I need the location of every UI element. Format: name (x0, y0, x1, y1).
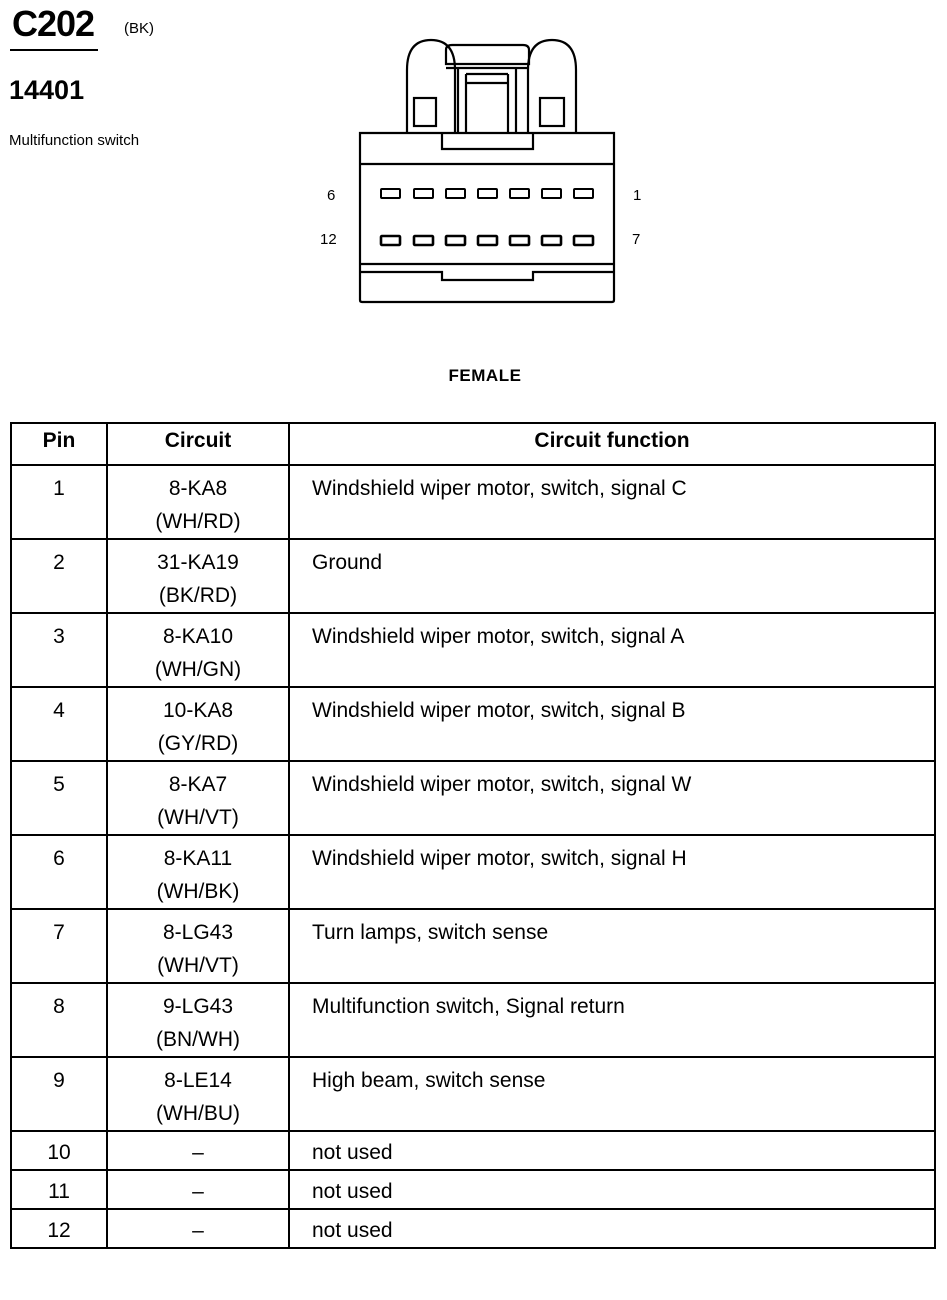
pin-number: 12 (11, 1209, 107, 1248)
wire-color: (BK/RD) (158, 584, 238, 607)
table-row (11, 687, 935, 761)
wire-color: (WH/VT) (157, 806, 239, 829)
pin-number: 11 (11, 1170, 107, 1209)
cavity-1a (542, 189, 561, 198)
table-row (11, 539, 935, 613)
circuit-number: 9-LG43 (162, 995, 234, 1018)
cavity-9 (478, 236, 497, 245)
table-row (11, 1057, 935, 1131)
pin-number: 10 (11, 1131, 107, 1170)
pin-number: 4 (11, 687, 107, 761)
cavity-5 (414, 189, 433, 198)
connector-color: (BK) (124, 20, 154, 37)
cavity-7a (542, 236, 561, 245)
pin-number: 6 (11, 835, 107, 909)
circuit-cell (107, 687, 289, 761)
pin-number: 5 (11, 761, 107, 835)
cavity-12 (381, 236, 400, 245)
circuit-number: 8-KA10 (162, 625, 234, 648)
connector-face-drawing (310, 36, 670, 310)
circuit-number: 8-KA11 (163, 847, 233, 870)
table-row (11, 761, 935, 835)
circuit-number: – (107, 1131, 289, 1170)
left-latch-window (414, 98, 436, 126)
table-row (11, 613, 935, 687)
pinout-table (10, 422, 936, 1249)
table-row (11, 835, 935, 909)
table-row (11, 1209, 935, 1248)
pin-label-bottom-left: 12 (320, 231, 337, 248)
connector-id: C202 (12, 3, 95, 44)
pin-number: 8 (11, 983, 107, 1057)
cavity-row-top (381, 189, 593, 198)
circuit-number: 8-KA7 (168, 773, 228, 796)
circuit-function: Windshield wiper motor, switch, signal C (289, 465, 935, 539)
circuit-function: Ground (289, 539, 935, 613)
cavity-6 (381, 189, 400, 198)
cavity-7 (574, 236, 593, 245)
component-number: 14401 (9, 75, 85, 105)
cavity-row-bottom (381, 236, 593, 245)
wire-color: (WH/RD) (155, 510, 241, 533)
cavity-1 (574, 189, 593, 198)
circuit-function: not used (289, 1209, 935, 1248)
circuit-cell (107, 465, 289, 539)
cavity-10 (446, 236, 465, 245)
table-row (11, 983, 935, 1057)
circuit-number: 8-LE14 (164, 1069, 232, 1092)
connector-body (360, 133, 614, 302)
circuit-function: Windshield wiper motor, switch, signal A (289, 613, 935, 687)
header-circuit: Circuit (107, 423, 289, 465)
circuit-number: 10-KA8 (162, 699, 234, 722)
circuit-cell (107, 983, 289, 1057)
circuit-function: Multifunction switch, Signal return (289, 983, 935, 1057)
header-function: Circuit function (289, 423, 935, 465)
table-row (11, 465, 935, 539)
circuit-cell (107, 1057, 289, 1131)
table-header-row (11, 423, 935, 465)
circuit-cell (107, 835, 289, 909)
circuit-function: not used (289, 1131, 935, 1170)
center-tab (446, 45, 529, 64)
pin-label-top-left: 6 (327, 187, 336, 204)
circuit-function: Windshield wiper motor, switch, signal H (289, 835, 935, 909)
pin-number: 9 (11, 1057, 107, 1131)
header-pin: Pin (11, 423, 107, 465)
circuit-function: Turn lamps, switch sense (289, 909, 935, 983)
cavity-11 (414, 236, 433, 245)
pin-label-bottom-right: 7 (632, 231, 641, 248)
right-latch-window (540, 98, 564, 126)
cavity-2 (510, 189, 529, 198)
circuit-function: not used (289, 1170, 935, 1209)
wire-color: (WH/BU) (156, 1102, 240, 1125)
table-row (11, 1131, 935, 1170)
circuit-number: 8-LG43 (162, 921, 234, 944)
cavity-3 (478, 189, 497, 198)
circuit-cell (107, 909, 289, 983)
right-latch (528, 40, 576, 133)
circuit-cell (107, 613, 289, 687)
wire-color: (WH/GN) (154, 658, 242, 681)
pin-number: 1 (11, 465, 107, 539)
table-row (11, 1170, 935, 1209)
pin-number: 3 (11, 613, 107, 687)
circuit-number: – (107, 1170, 289, 1209)
connector-id-underline (10, 49, 98, 51)
circuit-cell (107, 761, 289, 835)
circuit-number: – (107, 1209, 289, 1248)
wire-color: (WH/VT) (157, 954, 239, 977)
wire-color: (WH/BK) (156, 880, 240, 903)
cavity-4 (446, 189, 465, 198)
circuit-number: 31-KA19 (157, 551, 239, 574)
circuit-cell (107, 539, 289, 613)
pin-number: 7 (11, 909, 107, 983)
table-row (11, 909, 935, 983)
pin-label-top-right: 1 (633, 187, 642, 204)
circuit-function: High beam, switch sense (289, 1057, 935, 1131)
wire-color: (BN/WH) (156, 1028, 240, 1051)
connector-gender: FEMALE (448, 366, 522, 385)
circuit-function: Windshield wiper motor, switch, signal W (289, 761, 935, 835)
circuit-function: Windshield wiper motor, switch, signal B (289, 687, 935, 761)
circuit-number: 8-KA8 (168, 477, 228, 500)
component-name: Multifunction switch (9, 132, 140, 149)
cavity-8 (510, 236, 529, 245)
pin-number: 2 (11, 539, 107, 613)
wire-color: (GY/RD) (157, 732, 239, 755)
